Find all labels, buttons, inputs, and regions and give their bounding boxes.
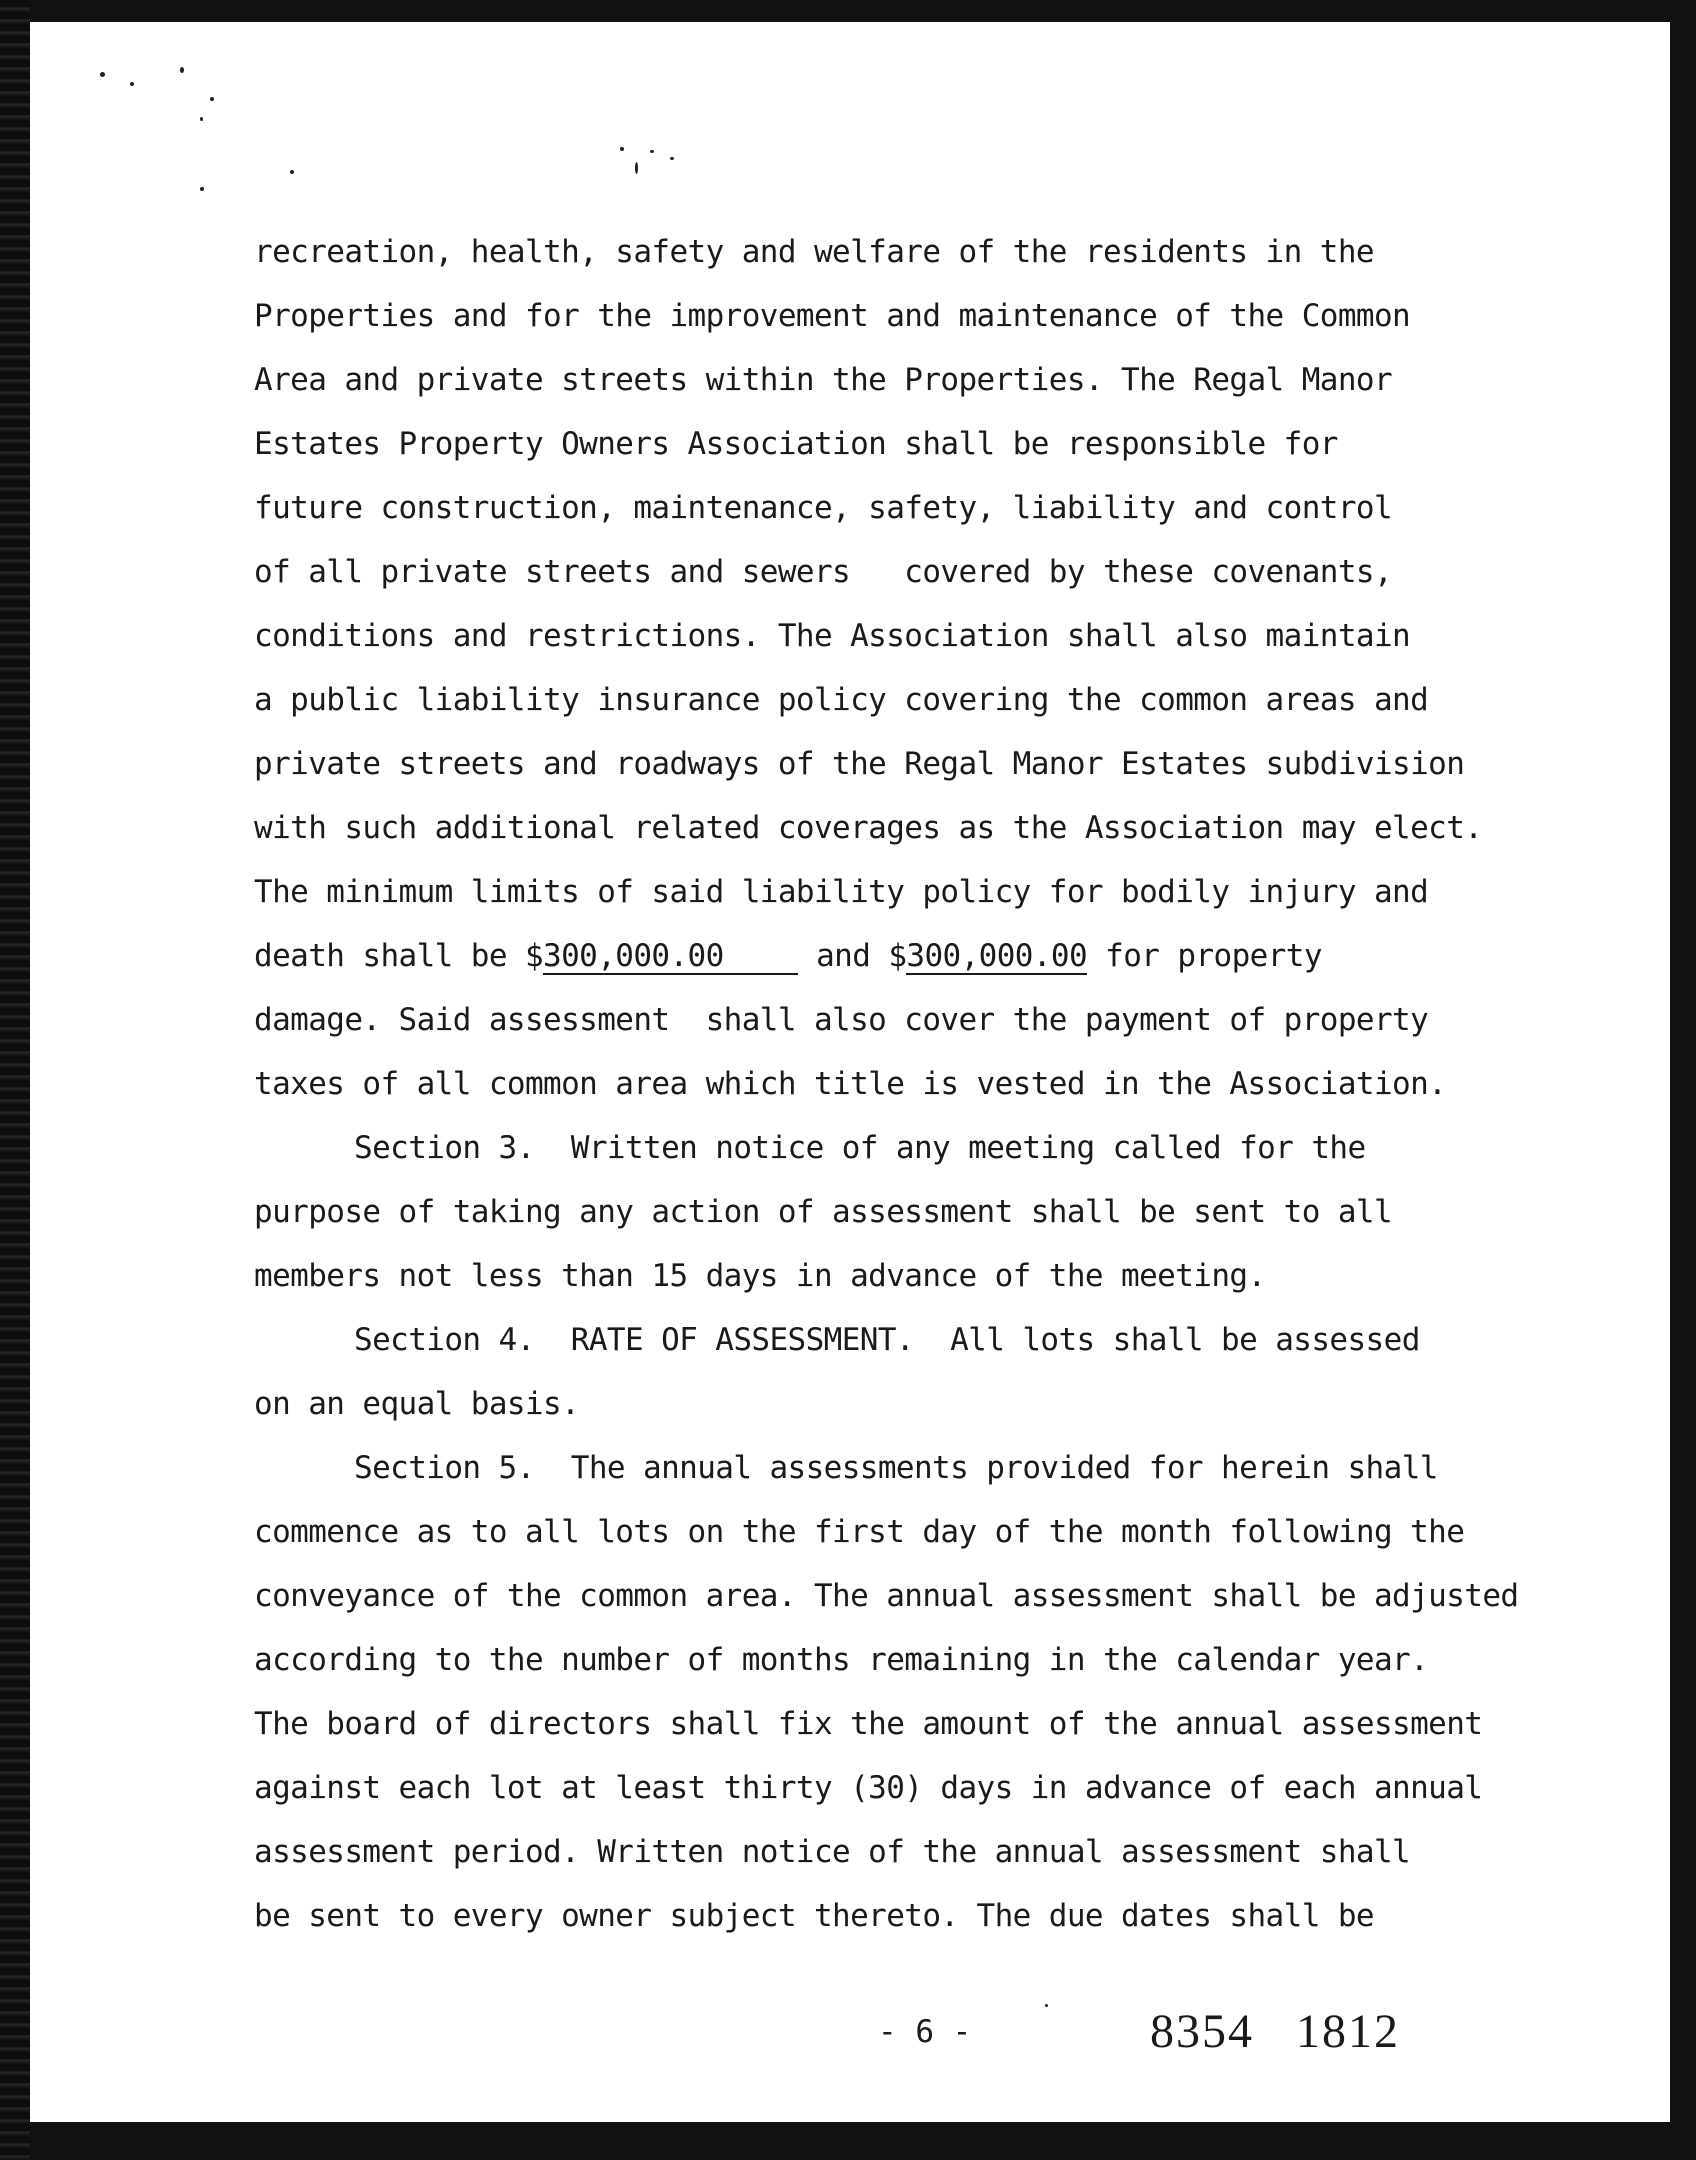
scan-border-left	[0, 0, 30, 2160]
bodily-injury-amount: 300,000.00	[543, 938, 724, 974]
body-line: private streets and roadways of the Regal Manor Estates subdivision	[254, 746, 1465, 782]
property-damage-amount: 300,000.00	[906, 938, 1088, 974]
body-line: The minimum limits of said liability policy for bodily injury and	[254, 874, 1429, 910]
body-line: with such additional related coverages as the Association may elect.	[254, 810, 1483, 846]
section-3-heading-line: Section 3. Written notice of any meeting called for the	[354, 1130, 1366, 1166]
body-line: damage. Said assessment shall also cover the payment of property	[254, 1002, 1429, 1038]
body-line: members not less than 15 days in advance of the meeting.	[254, 1258, 1266, 1294]
section-4-heading-line: Section 4. RATE OF ASSESSMENT. All lots shall be assessed	[354, 1322, 1420, 1358]
property-damage-limit	[906, 939, 1087, 975]
body-line: conditions and restrictions. The Association shall also maintain	[254, 618, 1411, 654]
bodily-injury-limit	[543, 939, 798, 975]
scan-speck	[635, 162, 638, 174]
liability-limits-line	[254, 936, 1322, 976]
limits-suffix: for property	[1087, 938, 1322, 974]
scan-speck	[620, 147, 624, 151]
limits-prefix: death shall be $	[254, 938, 544, 974]
page-number: - 6 -	[878, 2014, 972, 2050]
body-line: Estates Property Owners Association shall be responsible for	[254, 426, 1338, 462]
body-line: The board of directors shall fix the amount of the annual assessment	[254, 1706, 1483, 1742]
body-line: be sent to every owner subject thereto. The due dates shall be	[254, 1898, 1374, 1934]
body-line: taxes of all common area which title is vested in the Association.	[254, 1066, 1447, 1102]
scan-speck	[100, 72, 105, 77]
body-line: conveyance of the common area. The annual assessment shall be adjusted	[254, 1578, 1519, 1614]
scan-speck	[180, 67, 184, 73]
body-line: purpose of taking any action of assessment shall be sent to all	[254, 1194, 1393, 1230]
scan-speck	[290, 170, 294, 174]
body-line: against each lot at least thirty (30) days in advance of each annual	[254, 1770, 1483, 1806]
scan-speck	[210, 97, 214, 101]
body-line: of all private streets and sewers covered by these covenants,	[254, 554, 1393, 590]
scan-speck	[130, 82, 134, 86]
limits-middle: and $	[798, 938, 907, 974]
scan-speck	[1045, 2004, 1048, 2007]
body-line: Properties and for the improvement and maintenance of the Common	[254, 298, 1411, 334]
body-line: according to the number of months remaining in the calendar year.	[254, 1642, 1429, 1678]
section-5-heading-line: Section 5. The annual assessments provided for herein shall	[354, 1450, 1438, 1486]
body-line: a public liability insurance policy covering the common areas and	[254, 682, 1429, 718]
body-line: on an equal basis.	[254, 1386, 580, 1422]
scan-speck	[670, 157, 674, 160]
document-page	[30, 22, 1670, 2122]
body-line: recreation, health, safety and welfare of the residents in the	[254, 234, 1374, 270]
body-line: Area and private streets within the Properties. The Regal Manor	[254, 362, 1393, 398]
scan-speck	[200, 117, 203, 121]
body-line: future construction, maintenance, safety, liability and control	[254, 490, 1393, 526]
scan-speck	[200, 187, 204, 191]
body-line: assessment period. Written notice of the annual assessment shall	[254, 1834, 1411, 1870]
body-line: commence as to all lots on the first day of the month following the	[254, 1514, 1465, 1550]
record-number: 8354 1812	[1150, 2005, 1400, 2058]
scan-speck	[650, 150, 654, 153]
